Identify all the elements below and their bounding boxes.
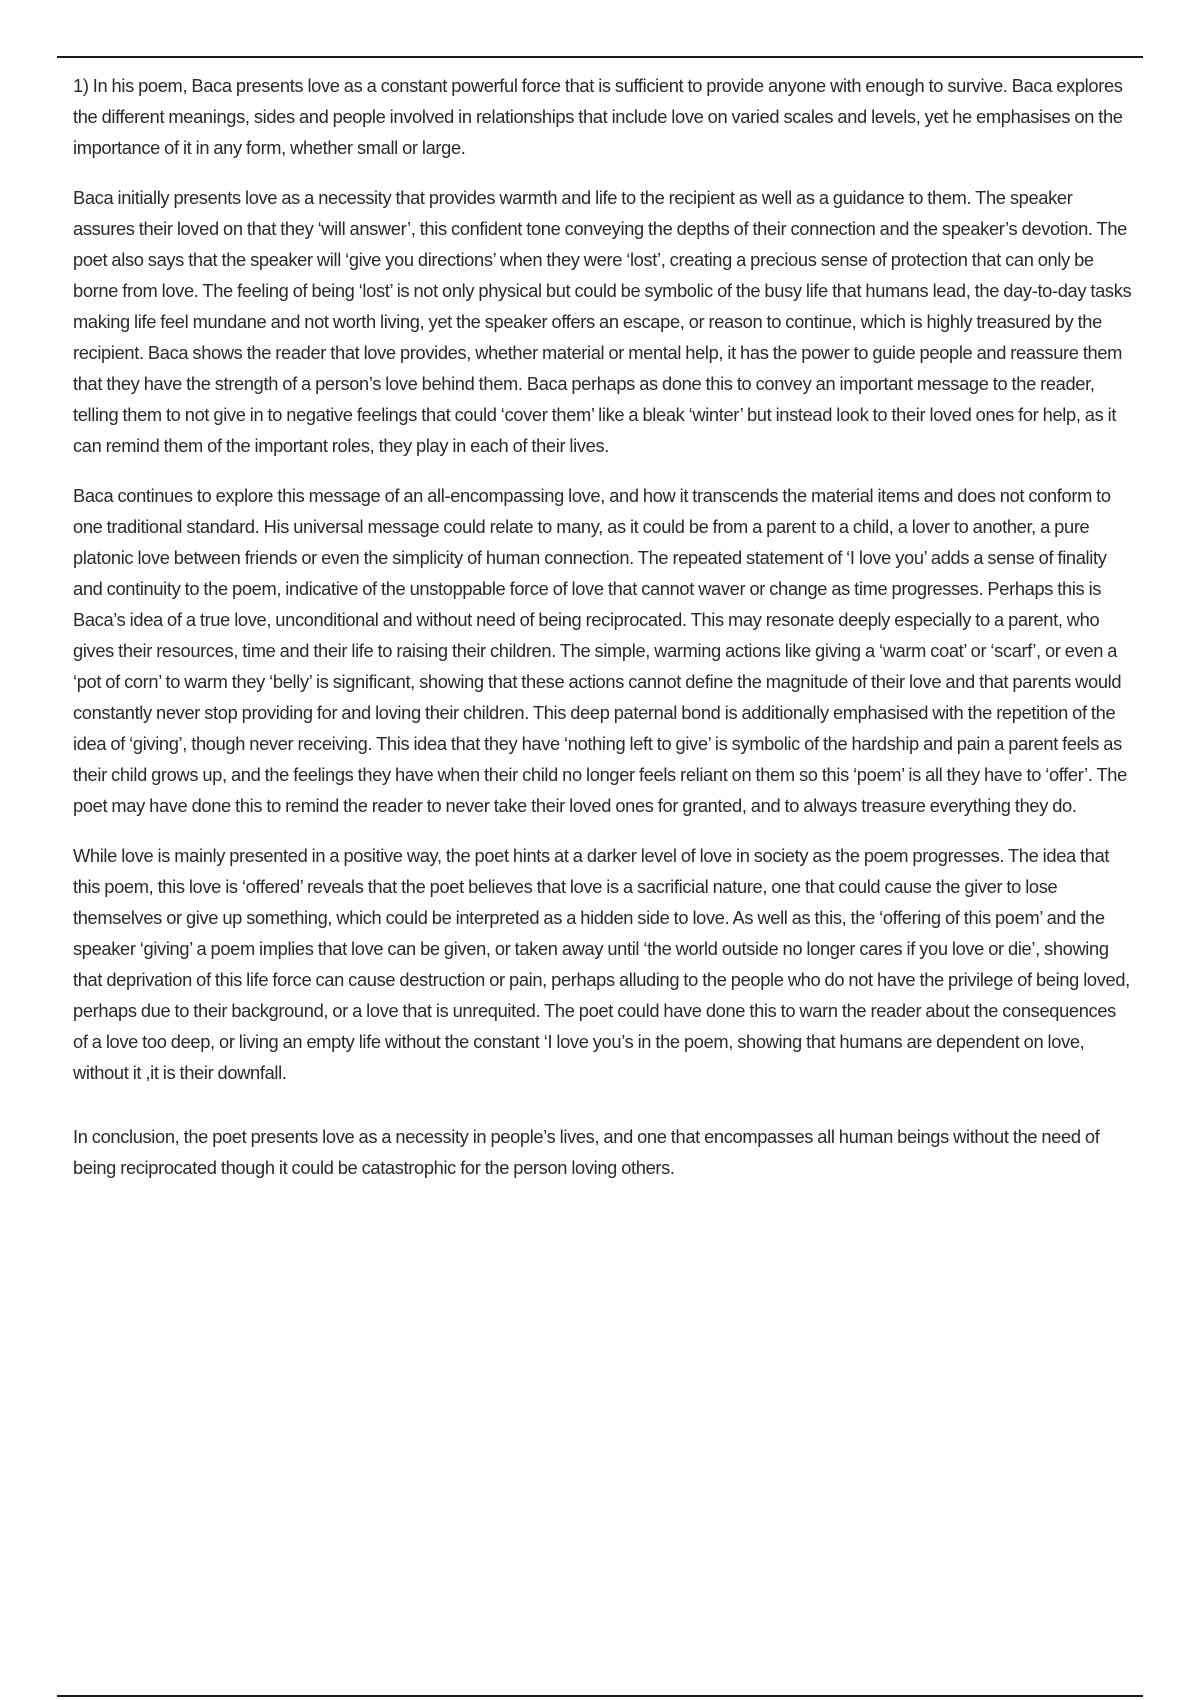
paragraph-intro: 1) In his poem, Baca presents love as a constant powerful force that is sufficient to provide anyone with enough to survive. Baca explores the different meanings, sides and people involved in relationships that include love on varied scales and levels, yet he emphasises on the importance of it in any form, whether small or large. xyxy=(73,75,1123,158)
header-rule xyxy=(57,56,1143,58)
footer-rule xyxy=(57,1695,1143,1697)
paragraph-guidance: Baca initially presents love as a necessity that provides warmth and life to the recipient as well as a guidance to them. The speaker assures their loved on that they ‘will answer’, this confident tone conveying the depths of their connection and the speaker’s devotion. The poet also says that the speaker will ‘give you directions’ when they were ‘lost’, creating a precious sense of protection that can only be borne from love. The feeling of being ‘lost’ is not only physical but could be symbolic of the busy life that humans lead, the day-to-day tasks making life feel mundane and not worth living, yet the speaker offers an escape, or reason to continue, which is highly treasured by the recipient. Baca shows the reader that love provides, whether material or mental help, it has the power to guide people and reassure them that they have the strength of a person’s love behind them. Baca perhaps as done this to convey an important message to the reader, telling them to not give in to negative feelings that could ‘cover them’ like a bleak ‘winter’ but instead look to their loved ones for help, as it can remind them of the important roles, they play in each of their lives. xyxy=(73,187,1132,456)
paragraph-conclusion: In conclusion, the poet presents love as a necessity in people’s lives, and one that encompasses all human beings without the need of being reciprocated though it could be catastrophic for the person loving others. xyxy=(73,1126,1100,1178)
paragraph-darker-level: While love is mainly presented in a positive way, the poet hints at a darker level of love in society as the poem progresses. The idea that this poem, this love is ‘offered’ reveals that the poet believes that love is a sacrificial nature, one that could cause the giver to lose themselves or give up something, which could be interpreted as a hidden side to love. As well as this, the ‘offering of this poem’ and the speaker ‘giving’ a poem implies that love can be given, or taken away until ‘the world outside no longer cares if you love or die’, showing that deprivation of this life force can cause destruction or pain, perhaps alluding to the people who do not have the privilege of being loved, perhaps due to their background, or a love that is unrequited. The poet could have done this to warn the reader about the consequences of a love too deep, or living an empty life without the constant ‘I love you’s in the poem, showing that humans are dependent on love, without it ,it is their downfall. xyxy=(73,845,1130,1083)
document-body xyxy=(73,70,1133,1202)
paragraph-all-encompassing-love: Baca continues to explore this message of an all-encompassing love, and how it transcends the material items and does not conform to one traditional standard. His universal message could relate to many, as it could be from a parent to a child, a lover to another, a pure platonic love between friends or even the simplicity of human connection. The repeated statement of ‘I love you’ adds a sense of finality and continuity to the poem, indicative of the unstoppable force of love that cannot waver or change as time progresses. Perhaps this is Baca’s idea of a true love, unconditional and without need of being reciprocated. This may resonate deeply especially to a parent, who gives their resources, time and their life to raising their children. The simple, warming actions like giving a ‘warm coat’ or ‘scarf’, or even a ‘pot of corn’ to warm they ‘belly’ is significant, showing that these actions cannot define the magnitude of their love and that parents would constantly never stop providing for and loving their children. This deep paternal bond is additionally emphasised with the repetition of the idea of ‘giving’, though never receiving. This idea that they have ‘nothing left to give’ is symbolic of the hardship and pain a parent feels as their child grows up, and the feelings they have when their child no longer feels reliant on them so this ‘poem’ is all they have to ‘offer’. The poet may have done this to remind the reader to never take their loved ones for granted, and to always treasure everything they do. xyxy=(73,485,1127,816)
